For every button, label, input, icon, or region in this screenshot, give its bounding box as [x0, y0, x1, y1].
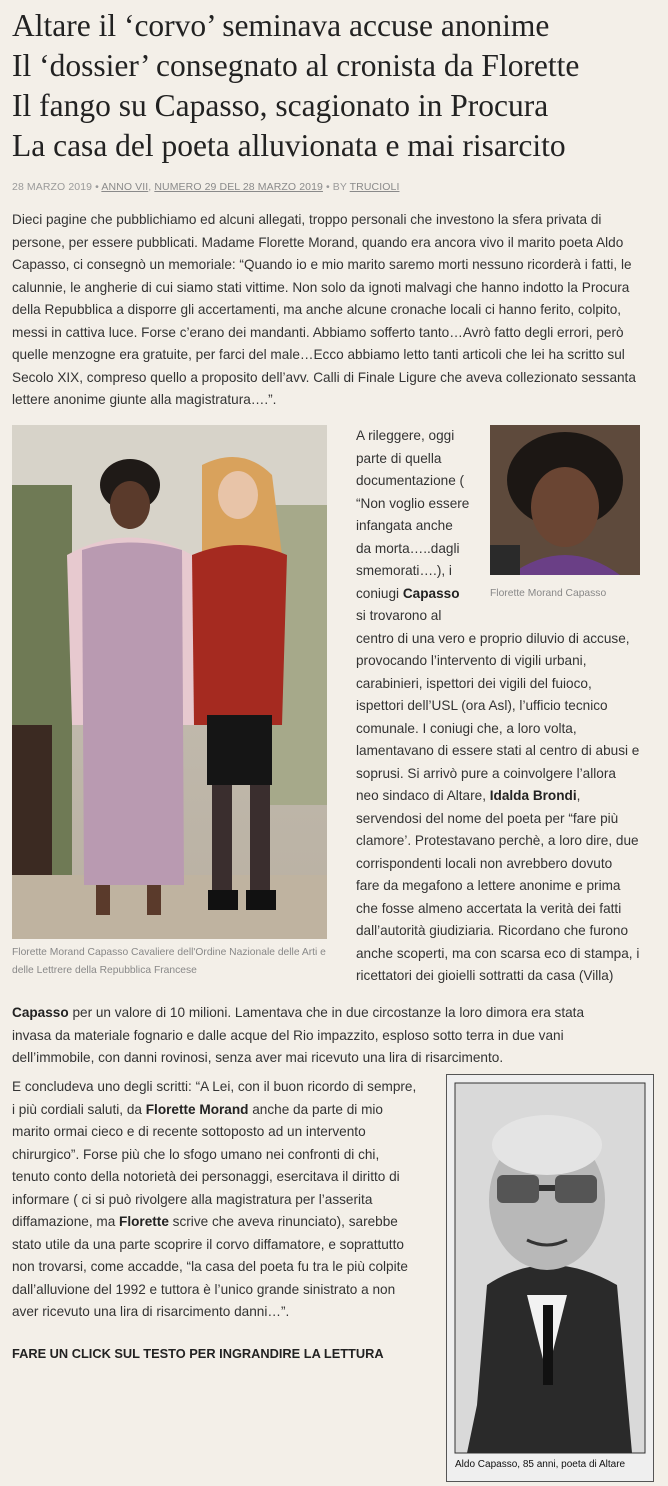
- post-date: 28 MARZO 2019: [12, 181, 93, 193]
- column-line: fare da megafono a lettere anonime e prima: [356, 878, 621, 893]
- closing-line: diffamazione, ma Florette scrive che aveva rinunciato), sarebbe: [12, 1214, 398, 1229]
- column-line: anche scoperti, ma con scarsa eco di stampa, i: [356, 945, 640, 961]
- by-label: BY: [332, 181, 347, 193]
- column-line: ispettori dell’USL (ora Asl), l’ufficio tecnico: [356, 698, 608, 713]
- closing-line: non trovarsi, come accadde, “la casa del poeta fu tra le più colpite: [12, 1259, 408, 1274]
- column-line: clamore’. Protestavano perchè, a loro dire, due: [356, 833, 639, 848]
- closing-line: informare ( ci si può rivolgere alla magistratura per l’asserita: [12, 1191, 373, 1207]
- column-line: da morta…..dagli: [356, 540, 460, 556]
- column-line: si trovarono al: [356, 608, 442, 623]
- meta-separator: •: [95, 181, 99, 193]
- left-photo-caption: Florette Morand Capasso Cavaliere dell'Ordine Nazionale delle Arti e delle Lettrere della Repubblica Francese: [12, 947, 326, 976]
- column-text: [356, 425, 639, 988]
- column-line: infangata anche: [356, 518, 453, 533]
- column-line: che fosse almeno accertata la verità dei fatti: [356, 900, 622, 916]
- closing-line: marito ormai cieco e di recente sottoposto ad un intervento: [12, 1124, 366, 1139]
- column-line: “Non voglio essere: [356, 495, 470, 511]
- column-line: carabinieri, ispettori dei vigili del fuioco,: [356, 675, 592, 691]
- photo-florette-with-guest[interactable]: [12, 425, 327, 939]
- wide-line: Capasso per un valore di 10 milioni. Lamentava che in due circostanze la loro dimora era stata: [12, 1005, 584, 1020]
- column-line: soprusi. Si arrivò pure a coinvolgere l’allora: [356, 765, 616, 781]
- column-line: corrispondenti locali non avrebbero dovuto: [356, 855, 613, 871]
- newsclip-caption: Aldo Capasso, 85 anni, poeta di Altare: [455, 1459, 626, 1470]
- column-line: neo sindaco di Altare, Idalda Brondi,: [356, 788, 581, 803]
- column-line: centro di una vero e proprio diluvio di accuse,: [356, 630, 630, 646]
- right-photo-caption: Florette Morand Capasso: [490, 588, 607, 599]
- closing-line: tenuto conto della notorietà dei personaggi, esercitava il diritto di: [12, 1169, 400, 1184]
- column-line: documentazione (: [356, 473, 465, 488]
- column-line: A rileggere, oggi: [356, 428, 455, 443]
- column-line: lamentavano di essere stati al centro di abusi e: [356, 743, 640, 758]
- category-link[interactable]: TRUCIOLI: [349, 181, 400, 193]
- article-meta: 28 MARZO 2019 • ANNO VII, NUMERO 29 DEL 28 MARZO 2019 • BY TRUCIOLI: [12, 181, 400, 193]
- closing-line: E concludeva uno degli scritti: “A Lei, con il buon ricordo di sempre,: [12, 1079, 417, 1094]
- title-line: La casa del poeta alluvionata e mai risarcito: [12, 128, 566, 163]
- enlarge-text-link[interactable]: FARE UN CLICK SUL TESTO PER INGRANDIRE LA LETTURA: [12, 1346, 384, 1361]
- closing-line: dall’alluvione del 1992 e tuttora è l’unico grande sinistrato a non: [12, 1281, 396, 1297]
- article-title: [12, 6, 662, 166]
- title-line: Il ‘dossier’ consegnato al cronista da Florette: [12, 48, 580, 83]
- newspaper-clipping-aldo-capasso[interactable]: [446, 1074, 654, 1482]
- column-line: comunale. I coniugi che, a loro volta,: [356, 720, 577, 736]
- closing-line: i più cordiali saluti, da Florette Morand anche da parte di mio: [12, 1101, 383, 1117]
- wide-line: invasa da materiale fognario e dalle acque del Rio impazzito, esploso sotto terra in due vani: [12, 1027, 564, 1043]
- column-line: servendosi del nome del poeta per “fare più: [356, 810, 619, 826]
- closing-line: aver ricevuto una lira di risarcimento danni…”.: [12, 1304, 290, 1319]
- column-line: coniugi Capasso: [356, 585, 460, 601]
- wide-paragraph: [12, 1002, 652, 1070]
- column-line: ricettatori dei gioielli sottratti da casa (Villa): [356, 968, 614, 983]
- column-line: smemorati….), i: [356, 563, 452, 578]
- newspaper-clipping-image: [447, 1075, 653, 1481]
- issue-number-link[interactable]: NUMERO 29 DEL 28 MARZO 2019: [154, 181, 323, 193]
- wide-line: dell’immobile, con danni rovinosi, senza aver mai ricevuto una lira di risarcimento.: [12, 1050, 504, 1065]
- column-line: parte di quella: [356, 450, 442, 466]
- title-line: Il fango su Capasso, scagionato in Procura: [12, 88, 549, 123]
- photo-florette-with-guest-image: [12, 425, 327, 939]
- title-line: Altare il ‘corvo’ seminava accuse anonime: [12, 8, 550, 43]
- closing-line: stato utile da una parte scoprire il corvo diffamatore, e soprattutto: [12, 1236, 404, 1252]
- closing-paragraph: [12, 1076, 416, 1324]
- column-line: provocando l’intervento di vigili urbani,: [356, 653, 587, 668]
- column-line: dall’autorità giudiziaria. Ricordano che furono: [356, 923, 629, 938]
- issue-year-link[interactable]: ANNO VII: [101, 181, 149, 193]
- meta-separator: •: [325, 181, 330, 193]
- intro-paragraph: Dieci pagine che pubblichiamo ed alcuni allegati, troppo personali che investono la sfera privata di persone, per essere pubblicati. Madame Florette Morand, quando era ancora vivo il marito poeta Aldo Capasso, ci consegnò un memoriale: “Quando io e mio marito saremo morti nessuno ricorderà i fatti, le calunnie, le angherie di cui siamo stati vittime. Non solo da ignoti malvagi che hanno indotto la Procura della Repubblica a disporre gli accertamenti, ma anche alcune cronache locali ci hanno ferito, colpito, messi in cattiva luce. Forse c’erano dei mandanti. Abbiamo sofferto tanto…Avrò fatto degli errori, però quelle menzogne era gratuite, per farci del male…Ecco abbiamo letto tanti articoli che lei ha scritto sul Secolo XIX, compreso quello a proposito dell’avv. Calli di Finale Ligure che aveva collezionato sessanta lettere anonime giunte alla magistratura….”.: [12, 212, 636, 407]
- closing-line: chirurgico”. Forse più che lo sfogo umano nei confronti di chi,: [12, 1146, 380, 1162]
